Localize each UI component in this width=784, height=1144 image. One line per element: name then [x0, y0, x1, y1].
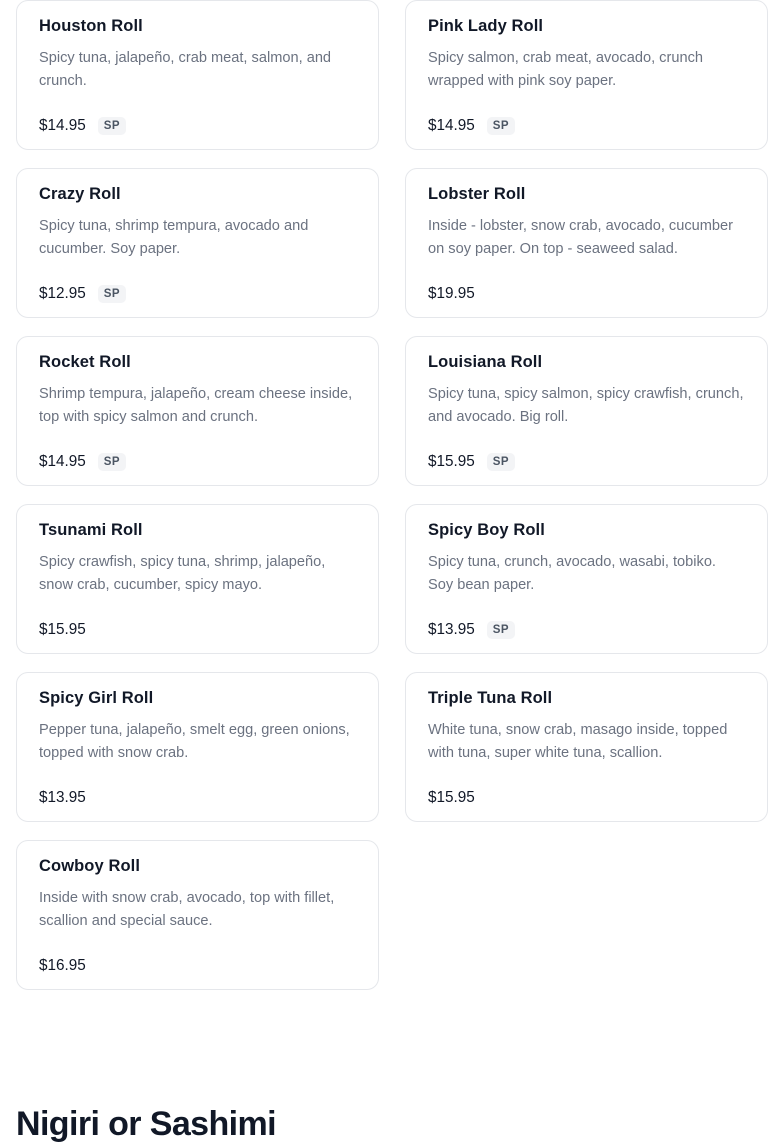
- menu-item-price: $15.95: [428, 789, 475, 806]
- menu-item-card[interactable]: [16, 168, 379, 318]
- menu-item-footer: [428, 103, 745, 135]
- menu-item-spicy-badge: SP: [487, 117, 515, 135]
- menu-item-card[interactable]: [405, 168, 768, 318]
- menu-item-price: $14.95: [428, 117, 475, 134]
- menu-item-price: $13.95: [39, 789, 86, 806]
- menu-item-description: Spicy crawfish, spicy tuna, shrimp, jalapeño, snow crab, cucumber, spicy mayo.: [39, 554, 326, 593]
- menu-item-price: $13.95: [428, 621, 475, 638]
- menu-item-footer: [39, 943, 356, 975]
- menu-item-price: $15.95: [39, 621, 86, 638]
- menu-item-description: Pepper tuna, jalapeño, smelt egg, green onions, topped with snow crab.: [39, 722, 350, 761]
- menu-item-price: $19.95: [428, 285, 475, 302]
- menu-item-footer: [428, 271, 745, 303]
- menu-item-description: Inside - lobster, snow crab, avocado, cucumber on soy paper. On top - seaweed salad.: [428, 218, 734, 257]
- menu-item-price: $16.95: [39, 957, 86, 974]
- menu-item-footer: [39, 775, 356, 807]
- menu-item-spicy-badge: SP: [98, 453, 126, 471]
- menu-item-card[interactable]: [405, 0, 768, 150]
- menu-item-spicy-badge: SP: [98, 117, 126, 135]
- menu-item-name: Louisiana Roll: [428, 353, 543, 371]
- menu-item-price: $12.95: [39, 285, 86, 302]
- menu-item-footer: [428, 775, 745, 807]
- menu-item-footer: [39, 439, 356, 471]
- menu-item-footer: [428, 439, 745, 471]
- section-spacer: [0, 990, 784, 1074]
- menu-item-name: Lobster Roll: [428, 185, 526, 203]
- menu-item-spicy-badge: SP: [487, 621, 515, 639]
- section-heading-nigiri-sashimi: Nigiri or Sashimi: [16, 1105, 276, 1143]
- menu-item-card[interactable]: [405, 672, 768, 822]
- menu-item-description: Spicy tuna, jalapeño, crab meat, salmon, and crunch.: [39, 50, 332, 89]
- menu-item-name: Rocket Roll: [39, 353, 131, 371]
- menu-item-name: Cowboy Roll: [39, 857, 141, 875]
- menu-item-description: Inside with snow crab, avocado, top with fillet, scallion and special sauce.: [39, 890, 335, 929]
- menu-item-footer: [39, 607, 356, 639]
- menu-item-description: Spicy tuna, crunch, avocado, wasabi, tobiko. Soy bean paper.: [428, 554, 716, 593]
- menu-item-name: Tsunami Roll: [39, 521, 143, 539]
- menu-item-card[interactable]: [16, 504, 379, 654]
- menu-item-price: $14.95: [39, 117, 86, 134]
- menu-item-description: Spicy tuna, shrimp tempura, avocado and cucumber. Soy paper.: [39, 218, 309, 257]
- menu-item-name: Spicy Girl Roll: [39, 689, 154, 707]
- menu-item-card[interactable]: [16, 840, 379, 990]
- menu-item-card[interactable]: [405, 336, 768, 486]
- menu-item-footer: [39, 271, 356, 303]
- menu-item-name: Crazy Roll: [39, 185, 121, 203]
- menu-item-name: Pink Lady Roll: [428, 17, 544, 35]
- menu-item-card[interactable]: [16, 672, 379, 822]
- menu-item-name: Spicy Boy Roll: [428, 521, 545, 539]
- menu-item-footer: [39, 103, 356, 135]
- menu-item-spicy-badge: SP: [98, 285, 126, 303]
- menu-item-spicy-badge: SP: [487, 453, 515, 471]
- menu-item-description: Spicy salmon, crab meat, avocado, crunch wrapped with pink soy paper.: [428, 50, 703, 89]
- menu-item-footer: [428, 607, 745, 639]
- menu-item-name: Houston Roll: [39, 17, 143, 35]
- menu-item-card[interactable]: [16, 336, 379, 486]
- menu-item-card[interactable]: [405, 504, 768, 654]
- menu-item-card[interactable]: [16, 0, 379, 150]
- menu-item-price: $14.95: [39, 453, 86, 470]
- menu-item-description: White tuna, snow crab, masago inside, topped with tuna, super white tuna, scallion.: [428, 722, 728, 761]
- menu-item-price: $15.95: [428, 453, 475, 470]
- menu-item-name: Triple Tuna Roll: [428, 689, 553, 707]
- menu-item-description: Shrimp tempura, jalapeño, cream cheese inside, top with spicy salmon and crunch.: [39, 386, 353, 425]
- menu-item-description: Spicy tuna, spicy salmon, spicy crawfish, crunch, and avocado. Big roll.: [428, 386, 744, 425]
